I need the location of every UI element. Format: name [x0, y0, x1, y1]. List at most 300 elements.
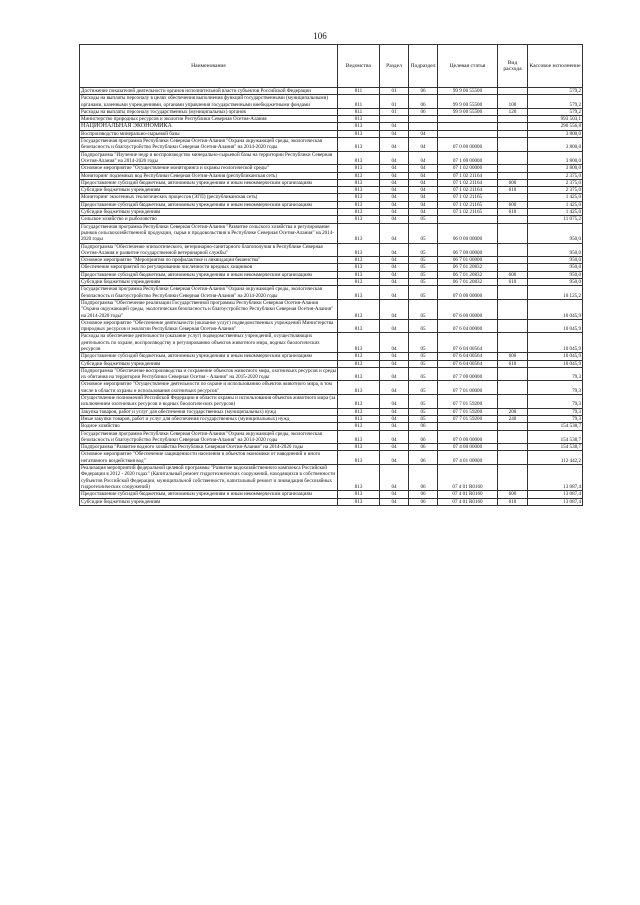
cell-dept: 811 [338, 88, 380, 95]
table-row [80, 353, 583, 360]
cell-name: Государственная программа Республики Северная Осетия-Алания "Охрана окружающей среды, экологическая безопасность и благоустройство Республики Северная Осетия-Алания" на 2014-2020 годы [80, 286, 338, 300]
cell-section: 04 [380, 151, 409, 165]
cell-section: 04 [380, 194, 409, 201]
cell-amount: 2 375,0 [528, 179, 583, 186]
cell-name: Реализация мероприятий федеральной целевой программы "Развитие водохозяйственного комплекса Российской Федерации в 2012 - 2020 годах" (Капитальный ремонт гидротехнических сооружений, находящихся в собственности субъектов Российской Федерации, муниципальной собственности, капитальный ремонт и ликвидация бесхозяйных гидротехнических сооружений) [80, 465, 338, 491]
cell-dept: 813 [338, 216, 380, 223]
cell-exp-type: 120 [498, 108, 528, 115]
table-row [80, 187, 583, 194]
cell-exp-type [498, 172, 528, 179]
cell-target: 07 6 04 00564 [438, 360, 498, 367]
table-row [80, 264, 583, 271]
cell-subsection: 04 [409, 165, 438, 172]
cell-amount: 79,3 [528, 408, 583, 415]
cell-amount: 112 442,2 [528, 451, 583, 465]
cell-subsection: 06 [409, 108, 438, 115]
cell-section: 04 [380, 257, 409, 264]
cell-amount: 2 375,0 [528, 187, 583, 194]
cell-exp-type: 600 [498, 201, 528, 208]
cell-exp-type [498, 151, 528, 165]
cell-target: 07 6 04 00564 [438, 333, 498, 353]
cell-amount: 3 800,0 [528, 130, 583, 137]
cell-name: Субсидии бюджетным учреждениям [80, 279, 338, 286]
cell-section: 04 [380, 172, 409, 179]
cell-dept: 813 [338, 415, 380, 422]
cell-amount: 10 125,2 [528, 286, 583, 300]
cell-subsection: 05 [409, 257, 438, 264]
cell-exp-type [498, 243, 528, 257]
cell-name: Государственная программа Республики Северная Осетия-Алания "Охрана окружающей среды, экологическая безопасность и благоустройство Республики Северная Осетия-Алания" на 2014-2020 годы [80, 138, 338, 152]
cell-exp-type [498, 451, 528, 465]
cell-amount: 154 538,7 [528, 423, 583, 430]
cell-section: 04 [380, 381, 409, 395]
header-section: Раздел [380, 45, 409, 88]
cell-target: 07 0 00 00000 [438, 286, 498, 300]
cell-name: НАЦИОНАЛЬНАЯ ЭКОНОМИКА [80, 123, 338, 130]
cell-exp-type [498, 116, 528, 123]
cell-dept: 813 [338, 130, 380, 137]
cell-section: 04 [380, 223, 409, 243]
cell-subsection: 05 [409, 381, 438, 395]
table-row [80, 201, 583, 208]
cell-subsection: 05 [409, 286, 438, 300]
cell-target: 99 9 00 55500 [438, 88, 498, 95]
cell-exp-type [498, 88, 528, 95]
cell-section: 04 [380, 465, 409, 491]
cell-section: 01 [380, 95, 409, 109]
cell-dept: 813 [338, 187, 380, 194]
table-row [80, 333, 583, 353]
table-row [80, 279, 583, 286]
cell-target: 07 0 00 00000 [438, 430, 498, 444]
cell-target: 06 7 01 20832 [438, 279, 498, 286]
cell-name: Подпрограмма "Изучение недр и воспроизводство минерально-сырьевой базы на территории Республики Северная Осетия-Алания" на 2014-2020 годы [80, 151, 338, 165]
cell-subsection: 04 [409, 201, 438, 208]
cell-subsection: 04 [409, 130, 438, 137]
cell-section: 04 [380, 319, 409, 333]
cell-dept: 813 [338, 151, 380, 165]
cell-subsection: 05 [409, 360, 438, 367]
cell-dept: 813 [338, 353, 380, 360]
cell-subsection: 05 [409, 395, 438, 409]
cell-name: Подпрограмма "Обеспечение воспроизводства и сохранение объектов животного мира, охотничьих ресурсов и среды их обитания на территории Республики Северная Осетия - Алания" на 2015-2020 годы [81, 367, 336, 381]
cell-section: 04 [380, 279, 409, 286]
table-row [80, 415, 583, 422]
cell-subsection: 05 [409, 319, 438, 333]
header-dept: Ведомство [338, 45, 380, 88]
cell-amount: 10 045,9 [528, 319, 583, 333]
cell-exp-type: 240 [498, 415, 528, 422]
cell-section: 04 [380, 360, 409, 367]
cell-dept: 813 [338, 360, 380, 367]
header-subsection: Подраздел [409, 45, 438, 88]
cell-target: 07 1 02 00000 [438, 165, 498, 172]
cell-dept: 813 [338, 367, 380, 381]
cell-exp-type [498, 257, 528, 264]
cell-amount: 950,0 [528, 279, 583, 286]
table-row [80, 271, 583, 278]
cell-section: 04 [380, 395, 409, 409]
table-row [80, 465, 583, 491]
cell-exp-type [498, 194, 528, 201]
cell-name: Субсидии бюджетным учреждениям [80, 187, 338, 194]
cell-amount: 993 503,1 [528, 116, 583, 123]
header-target: Целевая статья [438, 45, 498, 88]
cell-section: 04 [380, 271, 409, 278]
cell-amount: 10 045,9 [528, 353, 583, 360]
cell-section: 01 [380, 88, 409, 95]
cell-amount: 950,0 [528, 257, 583, 264]
cell-name: Водное хозяйство [80, 423, 338, 430]
cell-target: 06 7 01 20832 [438, 271, 498, 278]
budget-table [79, 44, 583, 506]
cell-amount: 290 556,8 [528, 123, 583, 130]
cell-name: Расходы на выплаты персоналу в целях обеспечения выполнения функций государственными (муниципальными) органами, казенными учреждениями, органами управления государственными внебюджетными фондами [80, 95, 338, 109]
cell-name: Иные закупки товаров, работ и услуг для обеспечения государственных (муниципальных) нужд [80, 415, 338, 422]
cell-name: Расходы на выплаты персоналу государственных (муниципальных) органов [80, 108, 338, 115]
cell-subsection: 06 [409, 95, 438, 109]
cell-section: 04 [380, 333, 409, 353]
cell-name: Министерство природных ресурсов и экологии Республики Северная Осетия-Алания [80, 116, 338, 123]
cell-target: 06 7 00 00000 [438, 243, 498, 257]
cell-amount: 950,0 [528, 271, 583, 278]
cell-subsection [409, 116, 438, 123]
cell-amount: 154 538,7 [528, 444, 583, 451]
cell-exp-type [498, 299, 528, 319]
cell-section: 04 [380, 243, 409, 257]
cell-dept: 813 [338, 333, 380, 353]
cell-subsection: 04 [409, 151, 438, 165]
cell-subsection: 05 [409, 243, 438, 257]
cell-target: 07 7 00 00000 [438, 367, 498, 381]
cell-target: 07 0 00 00000 [438, 138, 498, 152]
cell-subsection: 05 [409, 408, 438, 415]
cell-dept: 813 [338, 299, 380, 319]
cell-amount: 11 075,2 [528, 216, 583, 223]
table-row [80, 444, 583, 451]
cell-subsection: 06 [409, 423, 438, 430]
cell-exp-type: 610 [498, 187, 528, 194]
cell-name: Предоставление субсидий бюджетным, автономным учреждениям и иным некоммерческим организациям [80, 201, 338, 208]
cell-subsection: 04 [409, 194, 438, 201]
cell-amount: 79,3 [528, 367, 583, 381]
cell-dept: 813 [338, 257, 380, 264]
table-row [80, 360, 583, 367]
cell-dept: 813 [338, 286, 380, 300]
cell-subsection: 05 [409, 333, 438, 353]
cell-subsection: 04 [409, 179, 438, 186]
cell-dept: 811 [338, 95, 380, 109]
cell-exp-type [498, 264, 528, 271]
header-exp-type: Вид расхода [498, 45, 528, 88]
header-name: Наименование [80, 45, 338, 88]
cell-dept: 813 [338, 271, 380, 278]
cell-section [380, 116, 409, 123]
cell-name: Государственная программа Республики Северная Осетия-Алания "Охрана окружающей среды, экологическая безопасность и благоустройство Республики Северная Осетия-Алания" на 2014-2020 годы [80, 430, 338, 444]
cell-exp-type [498, 465, 528, 491]
cell-exp-type: 610 [498, 360, 528, 367]
cell-amount: 1 425,0 [528, 201, 583, 208]
cell-target: 07 6 04 00000 [438, 319, 498, 333]
cell-name: Основное мероприятие "Обеспечение деятельности (оказание услуг) подведомственных учреждений Министерства природных ресурсов и экологии Республики Северная Осетия-Алания" [80, 319, 338, 333]
cell-subsection: 04 [409, 138, 438, 152]
cell-dept: 813 [338, 243, 380, 257]
cell-section: 04 [380, 491, 409, 498]
table-row [80, 286, 583, 300]
cell-section: 04 [380, 187, 409, 194]
cell-amount: 13 087,4 [528, 465, 583, 491]
cell-subsection: 05 [409, 415, 438, 422]
table-row [80, 151, 583, 165]
cell-name: Расходы на обеспечение деятельности (оказание услуг) подведомственных учреждений, осуществляющих деятельность по охране, воспроизводству и регулированию объектов животного мира, водных биологических ресурсов [80, 333, 338, 353]
cell-subsection: 05 [409, 223, 438, 243]
cell-amount: 79,3 [528, 415, 583, 422]
cell-target: 06 7 01 20832 [438, 264, 498, 271]
table-row [80, 108, 583, 115]
cell-target: 07 7 01 00000 [438, 381, 498, 395]
cell-amount: 3 800,0 [528, 151, 583, 165]
cell-subsection: 04 [409, 187, 438, 194]
cell-target [438, 423, 498, 430]
table-row [80, 216, 583, 223]
cell-amount: 3 800,0 [528, 138, 583, 152]
cell-target [438, 116, 498, 123]
cell-subsection: 06 [409, 451, 438, 465]
cell-target: 07 7 01 59200 [438, 395, 498, 409]
cell-exp-type [498, 319, 528, 333]
cell-exp-type [498, 216, 528, 223]
table-row [80, 209, 583, 216]
cell-target: 99 9 00 55500 [438, 108, 498, 115]
cell-name: Сельское хозяйство и рыболовство [80, 216, 338, 223]
cell-dept: 813 [338, 116, 380, 123]
cell-name: Подпрограмма "Обеспечение эпизоотического, ветеринарно-санитарного благополучия в Республике Северная Осетия-Алания и развитие государственной ветеринарной службы" [80, 243, 338, 257]
cell-amount: 950,0 [528, 264, 583, 271]
cell-section: 04 [380, 138, 409, 152]
cell-exp-type: 610 [498, 279, 528, 286]
cell-dept: 813 [338, 491, 380, 498]
table-row [80, 223, 583, 243]
cell-amount: 154 538,7 [528, 430, 583, 444]
cell-dept: 813 [338, 444, 380, 451]
cell-exp-type: 600 [498, 353, 528, 360]
cell-amount: 1 425,0 [528, 194, 583, 201]
cell-dept: 813 [338, 138, 380, 152]
cell-target: 07 4 01 R0160 [438, 491, 498, 498]
cell-section: 04 [380, 299, 409, 319]
cell-target [438, 216, 498, 223]
cell-amount: 2 375,0 [528, 172, 583, 179]
cell-subsection: 06 [409, 465, 438, 491]
cell-target: 07 1 02 21165 [438, 194, 498, 201]
cell-target: 07 4 01 R0160 [438, 498, 498, 505]
cell-subsection: 05 [409, 299, 438, 319]
table-row [80, 423, 583, 430]
cell-name: Основное мероприятие "Осуществление мониторинга и охраны геологической среды" [80, 165, 338, 172]
cell-name: Основное мероприятие "Осуществление деятельности по охране и использованию объектов животного мира, в том числе в области охраны и использования охотничьих ресурсов" [80, 381, 338, 395]
cell-name: Предоставление субсидий бюджетным, автономным учреждениям и иным некоммерческим организациям [80, 179, 338, 186]
table-row [80, 95, 583, 109]
cell-section: 04 [380, 130, 409, 137]
table-row [80, 367, 583, 381]
cell-exp-type: 610 [498, 209, 528, 216]
table-row [80, 498, 583, 505]
cell-section: 04 [380, 423, 409, 430]
cell-subsection: 05 [409, 271, 438, 278]
cell-target: 06 0 00 00000 [438, 223, 498, 243]
cell-amount: 950,0 [528, 243, 583, 257]
cell-target: 07 4 01 00000 [438, 451, 498, 465]
cell-exp-type: 100 [498, 95, 528, 109]
cell-target: 07 6 04 00564 [438, 353, 498, 360]
cell-subsection: 04 [409, 172, 438, 179]
cell-target [438, 123, 498, 130]
cell-dept: 813 [338, 408, 380, 415]
cell-exp-type [498, 444, 528, 451]
cell-subsection: 05 [409, 264, 438, 271]
cell-dept: 813 [338, 395, 380, 409]
cell-name: Воспроизводство минерально-сырьевой базы [80, 130, 338, 137]
cell-dept: 813 [338, 430, 380, 444]
cell-name: Мониторинг подземных вод Республики Северная Осетия-Алания (республиканская сеть) [80, 172, 338, 179]
cell-amount: 579,2 [528, 108, 583, 115]
cell-name: Субсидии бюджетным учреждениям [80, 498, 338, 505]
cell-name: Основное мероприятие "Обеспечение защищенности населения и объектов экономики от наводнений и иного негативного воздействия вод" [80, 451, 338, 465]
cell-name: Подпрограмма "Развитие водного хозяйства Республики Северная Осетия-Алания" на 2014-2020 годы [80, 444, 338, 451]
cell-section: 04 [380, 353, 409, 360]
cell-dept: 813 [338, 172, 380, 179]
table-row [80, 138, 583, 152]
table-row [80, 430, 583, 444]
table-row [80, 123, 583, 130]
cell-subsection: 06 [409, 430, 438, 444]
cell-section: 04 [380, 451, 409, 465]
cell-section: 04 [380, 209, 409, 216]
cell-amount: 3 800,0 [528, 165, 583, 172]
table-row [80, 381, 583, 395]
cell-name: Закупка товаров, работ и услуг для обеспечения государственных (муниципальных) нужд [80, 408, 338, 415]
table-row [80, 408, 583, 415]
cell-exp-type [498, 423, 528, 430]
table-row [80, 130, 583, 137]
cell-target: 07 1 02 21164 [438, 179, 498, 186]
table-row [80, 88, 583, 95]
cell-dept: 813 [338, 123, 380, 130]
table-row [80, 165, 583, 172]
cell-name: Обеспечение мероприятий по регулированию численности вредных хищников [80, 264, 338, 271]
table-row [80, 243, 583, 257]
table-header-row [80, 45, 583, 88]
cell-exp-type [498, 123, 528, 130]
cell-target: 07 4 01 R0160 [438, 465, 498, 491]
cell-amount: 1 425,0 [528, 209, 583, 216]
cell-target: 07 1 02 21165 [438, 201, 498, 208]
cell-subsection: 05 [409, 353, 438, 360]
cell-dept: 813 [338, 279, 380, 286]
cell-name: Достижение показателей деятельности органов исполнительной власти субъектов Российской Федерации [80, 88, 338, 95]
cell-dept: 813 [338, 201, 380, 208]
table-row [80, 172, 583, 179]
cell-exp-type: 200 [498, 408, 528, 415]
cell-dept: 813 [338, 223, 380, 243]
cell-name: Предоставление субсидий бюджетным, автономным учреждениям и иным некоммерческим организациям [80, 353, 338, 360]
table-row [80, 179, 583, 186]
cell-name: Мониторинг экзогенных геологических процессов (ЭГП) (республиканская сеть) [80, 194, 338, 201]
cell-target: 07 7 01 59200 [438, 415, 498, 422]
cell-section: 04 [380, 367, 409, 381]
cell-target [438, 130, 498, 137]
table-row [80, 395, 583, 409]
cell-dept: 811 [338, 108, 380, 115]
cell-section: 04 [380, 264, 409, 271]
cell-amount: 579,2 [528, 95, 583, 109]
cell-target: 07 1 02 21165 [438, 209, 498, 216]
cell-target: 07 1 02 21164 [438, 187, 498, 194]
cell-dept: 813 [338, 194, 380, 201]
table-row [80, 116, 583, 123]
table-row [80, 194, 583, 201]
cell-exp-type [498, 138, 528, 152]
cell-target: 07 6 00 00000 [438, 299, 498, 319]
table-row [80, 299, 583, 319]
header-amount: Кассовое исполнение [528, 45, 583, 88]
cell-dept: 813 [338, 264, 380, 271]
cell-exp-type [498, 286, 528, 300]
cell-subsection: 06 [409, 444, 438, 451]
table-row [80, 257, 583, 264]
cell-subsection: 06 [409, 498, 438, 505]
cell-dept: 813 [338, 423, 380, 430]
cell-section: 04 [380, 415, 409, 422]
table-row [80, 491, 583, 498]
cell-subsection: 05 [409, 367, 438, 381]
cell-exp-type: 600 [498, 491, 528, 498]
page-number: 106 [313, 31, 327, 41]
cell-target: 06 7 01 00000 [438, 257, 498, 264]
cell-name: Государственная программа Республики Северная Осетия-Алания "Развитие сельского хозяйства и регулирование рынков сельскохозяйственной продукции, сырья и продовольствия в Республике Северная Осетия-Алания" на 2014-2020 годы [80, 223, 338, 243]
cell-subsection: 04 [409, 209, 438, 216]
cell-subsection: 05 [409, 216, 438, 223]
cell-dept: 813 [338, 498, 380, 505]
cell-name: Субсидии бюджетным учреждениям [80, 209, 338, 216]
cell-exp-type: 610 [498, 498, 528, 505]
cell-amount: 13 087,4 [528, 498, 583, 505]
cell-subsection: 06 [409, 491, 438, 498]
cell-section: 04 [380, 408, 409, 415]
cell-name: Основное мероприятие "Мероприятия по профилактике и ликвидации бешенства" [80, 257, 338, 264]
cell-dept: 813 [338, 165, 380, 172]
cell-section: 04 [380, 216, 409, 223]
cell-name: Подпрограмма "Обеспечение реализации Государственной программы Республики Северная Осетия-Алания "Охрана окружающей среды, экологическая безопасность и благоустройство Республики Северная Осетия-Алания" на 2014-2020 годы" [80, 299, 338, 319]
cell-section: 04 [380, 201, 409, 208]
cell-name: Предоставление субсидий бюджетным, автономным учреждениям и иным некоммерческим организациям [80, 491, 338, 498]
cell-amount: 79,3 [528, 381, 583, 395]
cell-section: 04 [380, 430, 409, 444]
cell-exp-type [498, 430, 528, 444]
table-row [80, 319, 583, 333]
table-row [80, 451, 583, 465]
cell-section: 04 [380, 179, 409, 186]
cell-subsection [409, 123, 438, 130]
cell-exp-type [498, 333, 528, 353]
cell-exp-type [498, 367, 528, 381]
cell-amount: 950,0 [528, 223, 583, 243]
cell-subsection: 06 [409, 88, 438, 95]
cell-target: 07 1 00 00000 [438, 151, 498, 165]
cell-target: 07 1 02 21164 [438, 172, 498, 179]
cell-section: 04 [380, 123, 409, 130]
cell-amount: 579,2 [528, 88, 583, 95]
